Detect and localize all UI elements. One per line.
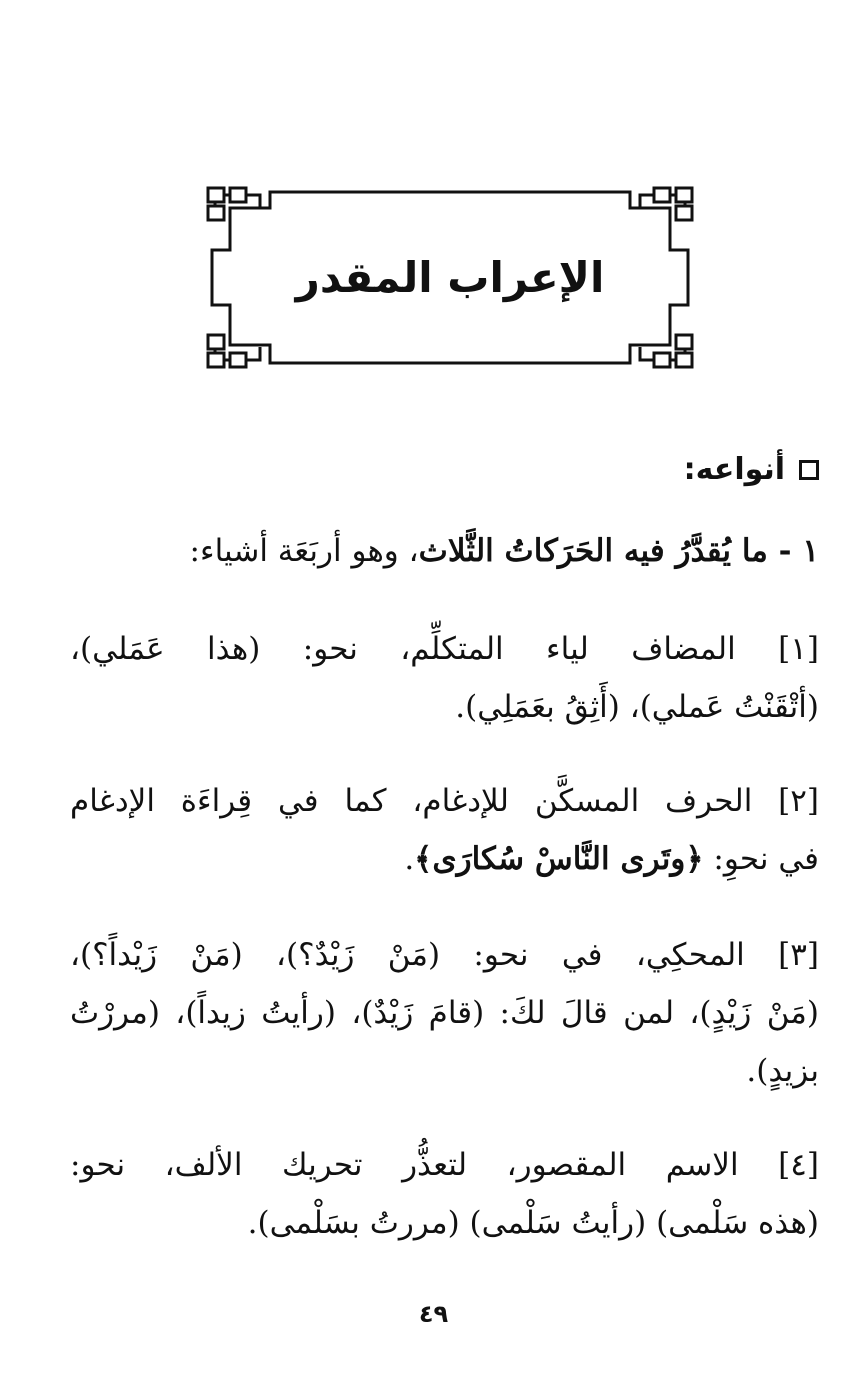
section-heading bbox=[684, 452, 819, 487]
paragraph-1-line-2: (أتْقَنْتُ عَملي)، (أَثِقُ بعَمَلِي). bbox=[455, 689, 819, 725]
chapter-title: الإعراب المقدر bbox=[295, 253, 605, 302]
paragraph-2-line-1: [٢] الحرف المسكَّن للإدغام، كما في قِراءَة الإدغام bbox=[70, 783, 819, 819]
paragraph-3-line-2: (مَنْ زَيْدٍ)، لمن قالَ لكَ: (قامَ زَيْدٌ)، (رأيتُ زيداً)، (مررْتُ bbox=[70, 995, 819, 1031]
item-1-number: ١ - bbox=[767, 533, 819, 569]
square-bullet-icon bbox=[799, 460, 819, 480]
item-1-bold-text: ما يُقدَّرُ فيه الحَرَكاتُ الثَّلاث bbox=[418, 533, 768, 569]
page-number: ٤٩ bbox=[418, 1300, 449, 1328]
paragraph-3-line-3: بزيدٍ). bbox=[746, 1053, 819, 1089]
paragraph-2-prefix: في نحوِ: bbox=[703, 841, 819, 877]
paragraph-3-line-1: [٣] المحكِي، في نحو: (مَنْ زَيْدٌ؟)، (مَنْ زَيْداً؟)، bbox=[70, 937, 819, 973]
section-heading-text: أنواعه: bbox=[683, 452, 785, 487]
paragraph-2-line-2 bbox=[70, 830, 819, 888]
item-1-rest: ، وهو أربَعَة أشياء: bbox=[189, 533, 419, 569]
item-1-line bbox=[70, 522, 819, 580]
paragraph-1-line-1: [١] المضاف لياء المتكلِّم، نحو: (هذا عَمَلي)، bbox=[70, 631, 819, 667]
paragraph-4-line-2: (هذه سَلْمى) (رأيتُ سَلْمى) (مررتُ بسَلْمى). bbox=[247, 1205, 819, 1241]
paragraph-4-line-1: [٤] الاسم المقصور، لتعذُّر تحريك الألف، نحو: bbox=[70, 1147, 819, 1183]
paragraph-2-suffix: . bbox=[404, 841, 415, 877]
quran-quote: ﴿وتَرى النَّاسْ سُكارَى﴾ bbox=[414, 841, 704, 877]
